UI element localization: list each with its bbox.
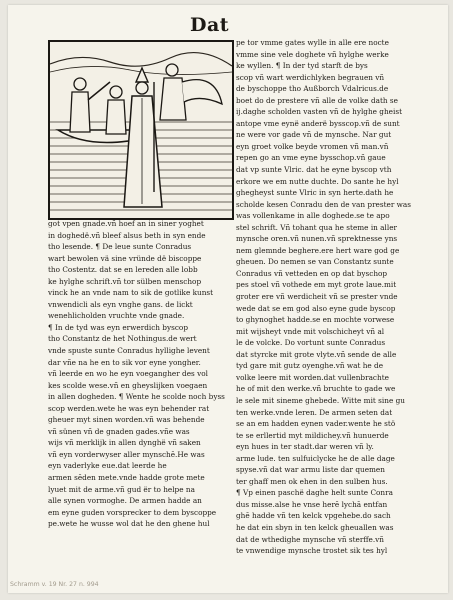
text-line: ¶ Vp einen paschë daghe helt sunte Conra (236, 488, 393, 498)
text-line: vñ leerde en wo he eyn voegangher des vol (48, 369, 208, 379)
text-line: gheuen. Do nemen se van Constantz sunte (236, 257, 394, 267)
text-line: ¶ In de tyd was eyn erwerdich byscop (48, 322, 188, 332)
text-line: pes stoel vñ vothede em myt grote laue.mit (236, 280, 397, 290)
text-line: wenehlicholden vruchte vnde gnade. (48, 311, 185, 321)
text-line: antope vme eynë anderë bysscop.vñ de sunt (236, 118, 400, 128)
text-line: tho lesende. ¶ De leue sunte Conradus (48, 242, 192, 252)
text-line: dat styrcke mit grote vlyte.vñ sende de alle (236, 349, 397, 359)
text-line: lyuet mit de arme.vñ gud ër to helpe na (48, 484, 195, 494)
text-line: erkore we em nutte duchte. Do sante he hyl (236, 176, 399, 186)
text-line: le sele mit sineme ghebede. Witte mit sine gu (236, 395, 405, 405)
text-line: repen go an vme eyne bysschop.vñ gaue (236, 153, 386, 163)
text-line: in doghedë.vñ bleef alsus beth in syn ende (48, 230, 206, 240)
text-line: te se erllertid myt mildichey.vñ hunuerde (236, 430, 389, 440)
text-line: spyse.vñ dat war armu liste dar quemen (236, 465, 385, 475)
text-line: mynsche oren.vñ nunen.vñ sprektnesse yns (236, 234, 398, 244)
text-line: em eyne guden vorsprecker to dem byscoppe (48, 507, 217, 517)
text-line: scop vñ wart werdichlyken begrauen vñ (236, 72, 385, 82)
pencil-annotation: Schramm v. 19 Nr. 27 n. 994 (10, 581, 99, 588)
text-line: vinck he an vnde nam to sik de gotlike kunst (48, 288, 214, 298)
text-line: te vnwendige mynsche trostet sik tes hyl (236, 546, 388, 556)
page-header-word: Dat (190, 14, 230, 36)
text-line: gheuer myt sinen worden.vñ was behende (48, 415, 205, 425)
text-line: mit wijsheyt vnde mit volschicheyt vñ al (236, 326, 385, 336)
text-line: ne were vor gade vñ de mynsche. Nar gut (236, 130, 392, 140)
text-line: dat de wthedighe mynsche vñ sterffe.vñ (236, 534, 384, 544)
text-line: vñ eyn vorderwyser aller mynschē.He was (48, 449, 205, 459)
text-line: vñ sünen vñ de gnaden gades.vñe was (48, 426, 190, 436)
text-line: in allen dogheden. ¶ Wente he scolde noch byss (48, 392, 225, 402)
text-line: ten werke.vnde leren. De armen seten dat (236, 407, 393, 417)
text-line: vnde spuste sunte Conradus hyllighe levent (48, 346, 210, 356)
text-line: vmme sine vele doghete vñ hylghe werke (236, 49, 389, 59)
text-line: pe.wete he wusse wol dat he den ghene hul (48, 519, 210, 529)
text-line: volke leere mit worden.dat vullenbrachte (236, 372, 389, 382)
text-line: tyd gare mit gutz oyenghe.vñ wat he de (236, 361, 384, 371)
text-line: dus misse.alse he vnse herē lychā entfan (236, 499, 388, 509)
text-line: ke wyllen. ¶ In der tyd starft de bys (236, 61, 368, 71)
text-line: ke hylghe schrift.vñ tor sülben menschop (48, 276, 202, 286)
text-line: stel schrift. Vñ tohant qua he steme in aller (236, 222, 397, 232)
text-line: to ghynoghet hadde.se en mochte vorwese (236, 315, 395, 325)
text-line: got vpen gnade.vñ hoef an in siner yoghet (48, 219, 204, 228)
text-line: scop werden.wete he was eyn behender rat (48, 403, 210, 413)
text-line: ghegheyst sunte Vlric in syn herte.dath he (236, 188, 394, 198)
text-line: wijs vñ merklijk in allen dynghë vñ saken (48, 438, 201, 448)
text-line: he dat ein sbyn in ten kelck gheuallen was (236, 522, 394, 532)
text-line: ij.daghe scholden vasten vñ de hylghe gheist (236, 107, 403, 117)
text-line: arme lude. ten sulfuiclycke he de alle dage (236, 453, 395, 463)
text-line: se an em hadden eynen vader.wente he stö (236, 419, 396, 429)
text-line: boet do de prestere vñ alle de volke dath se (236, 95, 398, 105)
text-line: alle synen vormoghe. De armen hadde an (48, 496, 202, 506)
text-line: nem glemnde beghere.ere hert ware god ge (236, 245, 400, 255)
left-column-text (48, 218, 234, 530)
text-line: wede dat se em god also eyne gude byscop (236, 303, 396, 313)
text-line: groter ere vñ werdicheit vñ se prester vnde (236, 292, 398, 302)
woodcut-illustration (48, 40, 234, 220)
text-line: armen sēden mete.vnde hadde grote mete (48, 473, 205, 483)
text-line: dat vp sunte Vlric. dat he eyne byscop vth (236, 165, 392, 175)
text-line: wart bewolen vä sine vründe dë biscoppe (48, 253, 202, 263)
text-line: eyn groet volke beyde vromen vñ man.vñ (236, 141, 389, 151)
text-line: tho Costentz. dat se en lereden alle lobb (48, 265, 198, 275)
text-line: ter ghaff men ok ehen in den sulben hus. (236, 476, 388, 486)
text-line: dar vñe na he en to sik vor eyne yongher. (48, 357, 201, 367)
text-line: was vollenkame in alle doghede.se te apo (236, 211, 390, 221)
text-line: de byschoppe tho Außborch Vdalricus.de (236, 84, 389, 94)
text-line: pe tor vmme gates wylle in alle ere nocte (236, 38, 389, 47)
text-line: scholde kesen Conradu den de van prester was (236, 199, 412, 209)
text-line: vnwendicli als eyn vnghe gans. de lickt (48, 299, 193, 309)
text-line: eyn vaderlyke eue.dat leerde he (48, 461, 167, 471)
text-line: eyn hues in ter stadt.dar weren vñ ly. (236, 442, 374, 452)
right-column-text (236, 37, 414, 557)
text-line: tho Constantz de het Nothingus.de wert (48, 334, 197, 344)
text-line: kes scolde wese.vñ en gheyslijken voegaen (48, 380, 208, 390)
text-line: le de volcke. Do vortunt sunte Conradus (236, 338, 386, 348)
text-line: he of mit den werke.vñ bruchte to gade we (236, 384, 396, 394)
text-line: ghē hadde vñ ten kelck vpgehebe.do sach (236, 511, 391, 521)
woodcut-illustration-icon (50, 42, 232, 218)
text-line: Conradus vñ vetteden en op dat byschop (236, 268, 388, 278)
